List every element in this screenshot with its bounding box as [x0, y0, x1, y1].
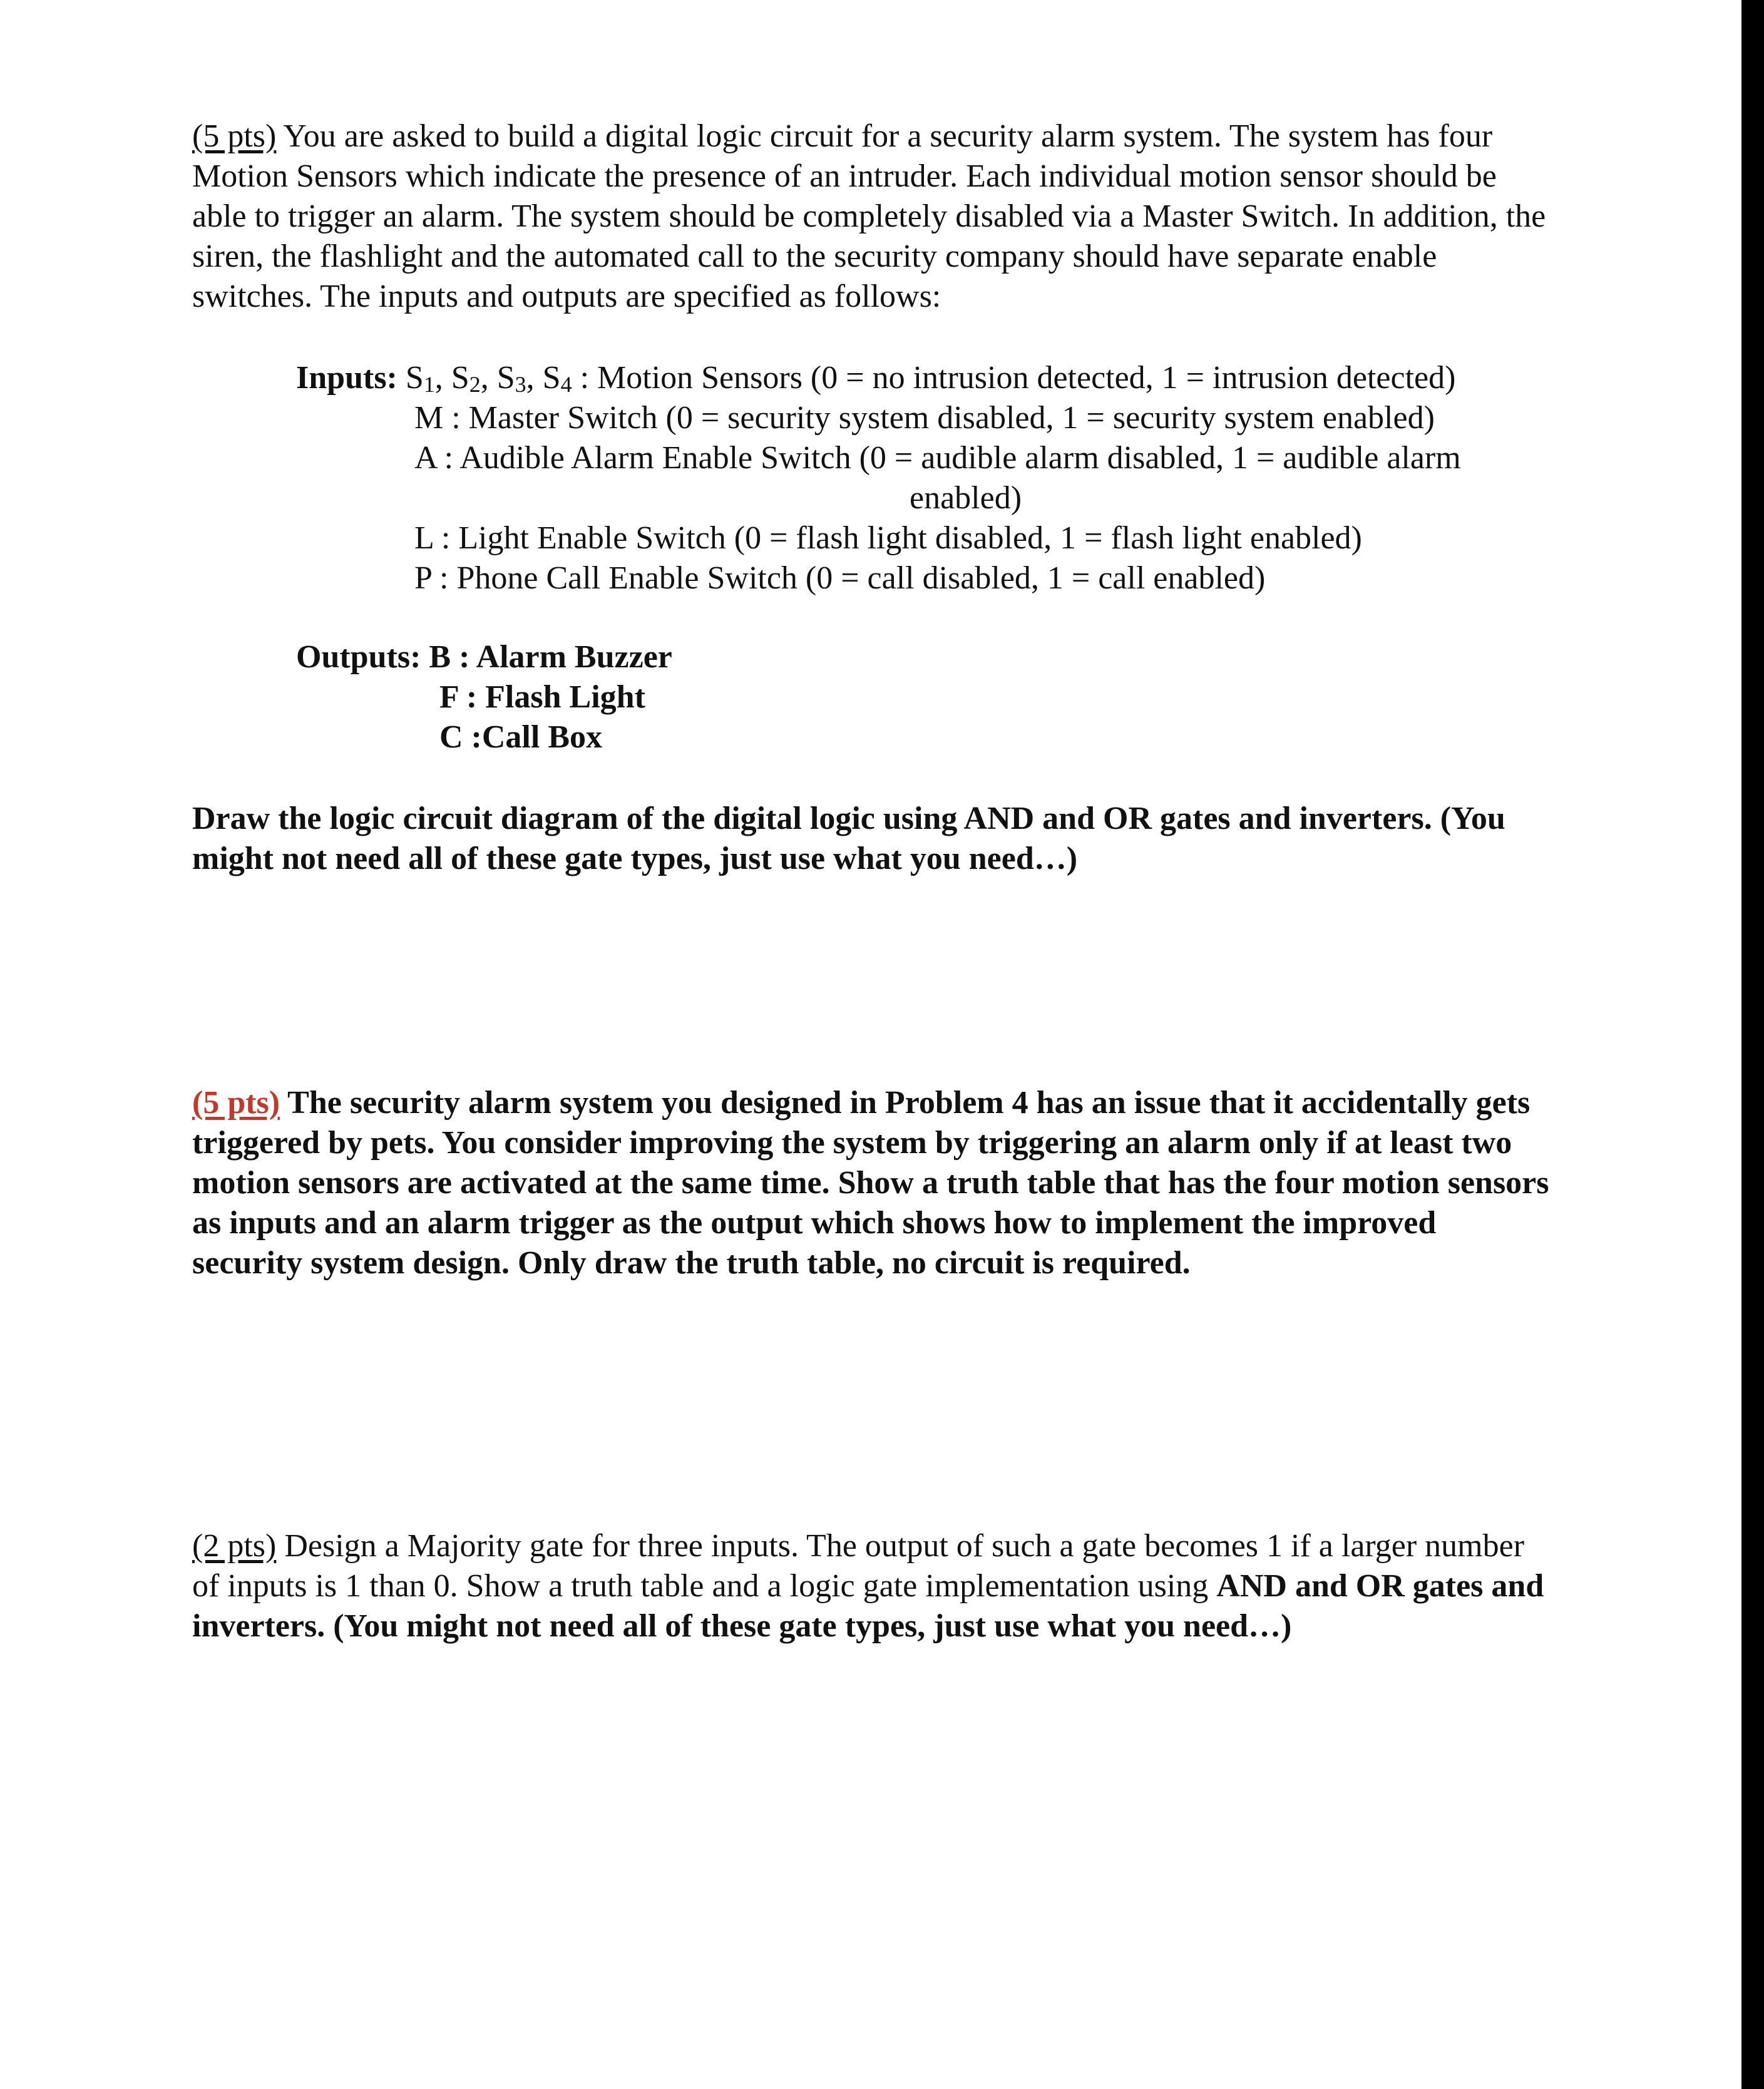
audible-switch-line-2: enabled) — [910, 480, 1022, 516]
s2-letter: S — [451, 360, 469, 396]
problem-5-text: The security alarm system you designed in Problem 4 has an issue that it accidentally gets triggered by pets. You consider improving the system by triggering an alarm only if at least two motion sensors are activated at the same time. Show a truth table that has the four motion sensors as inputs and an alarm trigger as the output which shows how to implement the improved security system design. Only draw the truth table, no circuit is required. — [192, 1085, 1549, 1281]
inputs-sensors-line: Inputs: $S_1$, $S_2$, $S_3$, $S_4$ : Motion Sensors (0 = no intrusion detected, 1 = intrusion detected) — [296, 360, 1456, 397]
master-switch-line: M : Master Switch (0 = security system disabled, 1 = security system enabled) — [414, 400, 1435, 436]
sensors-description: : Motion Sensors (0 = no intrusion detected, 1 = intrusion detected) — [572, 360, 1456, 396]
s3-subscript: 3 — [515, 372, 526, 397]
output-call: C :Call Box — [439, 719, 602, 755]
inputs-block — [296, 358, 1455, 398]
s4-letter: S — [542, 360, 561, 396]
draw-instruction: Draw the logic circuit diagram of the digital logic using AND and OR gates and inverters. (You might not need all of these gate types, just use what you need…) — [192, 801, 1505, 876]
s1-subscript: 1 — [423, 372, 435, 397]
s2-subscript: 2 — [469, 372, 481, 397]
problem-5-paragraph — [192, 1083, 1551, 1283]
right-edge-bar — [1741, 0, 1764, 2089]
problem-6-paragraph — [192, 1526, 1551, 1646]
s4-subscript: 4 — [560, 372, 572, 397]
audible-switch-line-1: A : Audible Alarm Enable Switch (0 = audible alarm disabled, 1 = audible alarm — [414, 440, 1461, 476]
output-flash: F : Flash Light — [439, 679, 645, 715]
inputs-label: Inputs: — [296, 360, 397, 396]
problem-6-bold-text: AND and OR gates and inverters. (You might not need all of these gate types, just use what you need…) — [192, 1568, 1544, 1644]
output-buzzer: B : Alarm Buzzer — [429, 639, 672, 675]
s1-letter: S — [405, 360, 424, 396]
outputs-label: Outputs: — [296, 639, 421, 675]
problem-6-text: Design a Majority gate for three inputs. The output of such a gate becomes 1 if a larger number of inputs is 1 than 0. Show a truth table and a logic gate implementation using — [192, 1528, 1525, 1604]
light-switch-line: L : Light Enable Switch (0 = flash light disabled, 1 = flash light enabled) — [414, 520, 1362, 556]
phone-switch-line: P : Phone Call Enable Switch (0 = call disabled, 1 = call enabled) — [414, 560, 1266, 596]
problem-4-paragraph — [192, 116, 1551, 317]
s3-letter: S — [496, 360, 515, 396]
outputs-first-line — [296, 637, 672, 677]
problem-6-points: (2 pts) — [192, 1528, 277, 1564]
problem-5-points: (5 pts) — [192, 1085, 280, 1121]
problem-4-points: (5 pts) — [192, 118, 277, 154]
problem-4-text: You are asked to build a digital logic circuit for a security alarm system. The system has four Motion Sensors which indicate the presence of an intruder. Each individual motion sensor should be able to trigger an alarm. The system should be completely disabled via a Master Switch. In addition, the siren, the flashlight and the automated call to the security company should have separate enable switches. The inputs and outputs are specified as follows: — [192, 118, 1546, 314]
